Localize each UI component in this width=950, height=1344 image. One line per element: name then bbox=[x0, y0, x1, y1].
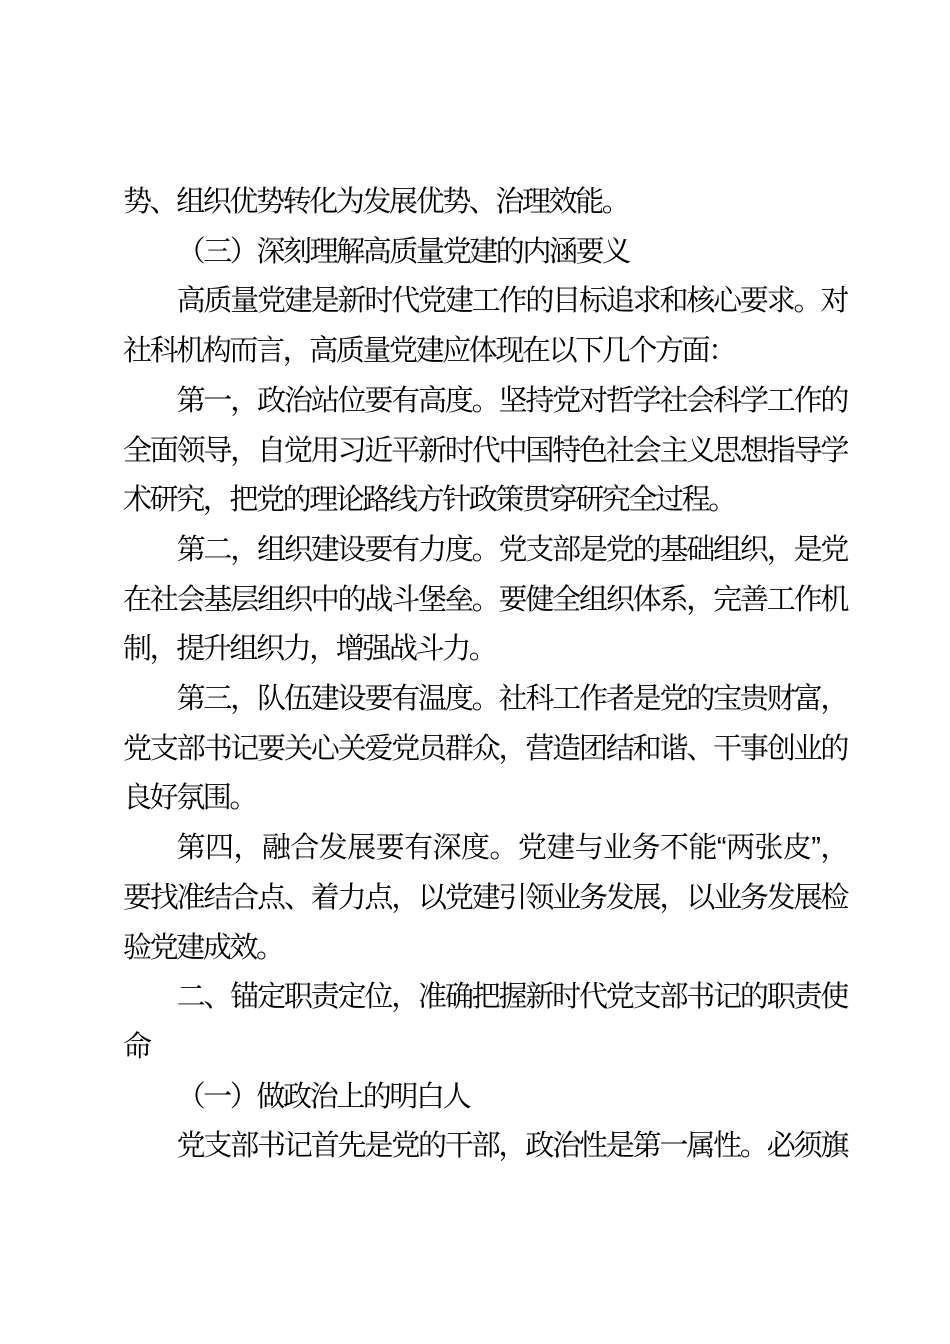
section-heading-tail-line: 命 bbox=[123, 1030, 150, 1063]
body-text-line: 良好氛围。 bbox=[123, 782, 257, 815]
section-heading-line: 二、锚定职责定位，准确把握新时代党支部书记的职责使 bbox=[176, 981, 847, 1014]
body-text-line: 高质量党建是新时代党建工作的目标追求和核心要求。对 bbox=[176, 285, 847, 318]
body-text-line: 制，提升组织力，增强战斗力。 bbox=[123, 633, 496, 666]
body-text-line: 第三，队伍建设要有温度。社科工作者是党的宝贵财富， bbox=[176, 683, 847, 716]
subsection-heading-line: （三）深刻理解高质量党建的内涵要义 bbox=[176, 235, 629, 268]
body-text-line: 要找准结合点、着力点，以党建引领业务发展，以业务发展检 bbox=[123, 881, 847, 914]
body-text-line: 全面领导，自觉用习近平新时代中国特色社会主义思想指导学 bbox=[123, 434, 847, 467]
subsection-heading-line: （一）做政治上的明白人 bbox=[176, 1080, 470, 1113]
body-text-line: 第一，政治站位要有高度。坚持党对哲学社会科学工作的 bbox=[176, 384, 847, 417]
body-paragraph-tail-line: 势、组织优势转化为发展优势、治理效能。 bbox=[123, 186, 629, 218]
body-text-line: 党支部书记要关心关爱党员群众，营造团结和谐、干事创业的 bbox=[123, 732, 847, 765]
body-text-line: 社科机构而言，高质量党建应体现在以下几个方面： bbox=[123, 335, 735, 368]
document-text-block bbox=[123, 178, 847, 1172]
body-text-line: 验党建成效。 bbox=[123, 931, 283, 964]
body-text-line: 第四，融合发展要有深度。党建与业务不能“两张皮”， bbox=[176, 832, 847, 865]
body-text-line: 第二，组织建设要有力度。党支部是党的基础组织，是党 bbox=[176, 533, 847, 566]
body-text-line: 党支部书记首先是党的干部，政治性是第一属性。必须旗 bbox=[176, 1130, 847, 1163]
body-text-line: 在社会基层组织中的战斗堡垒。要健全组织体系，完善工作机 bbox=[123, 583, 847, 616]
body-text-line: 术研究，把党的理论路线方针政策贯穿研究全过程。 bbox=[123, 484, 735, 517]
